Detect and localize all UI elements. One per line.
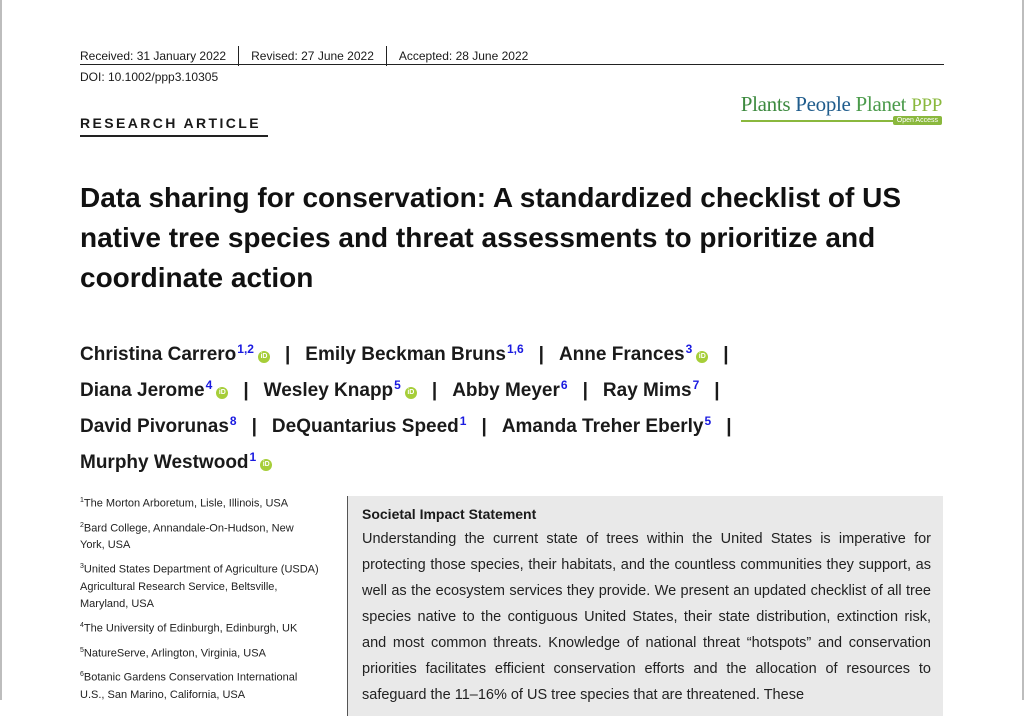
author-affiliation-ref[interactable]: 4 <box>205 378 213 392</box>
author-affiliation-ref[interactable]: 1,6 <box>506 342 524 356</box>
article-dates <box>80 46 528 66</box>
accepted-date: Accepted: 28 June 2022 <box>398 49 529 63</box>
date-divider <box>386 46 387 66</box>
author-name-text: Amanda Treher Eberly <box>501 416 704 437</box>
logo-word-plants: Plants <box>740 92 791 116</box>
author-separator: | <box>538 344 544 365</box>
author-name[interactable] <box>272 416 467 437</box>
author-name[interactable] <box>80 380 228 401</box>
affiliation-item <box>80 666 320 704</box>
author-list <box>80 334 960 478</box>
affiliation-text: The University of Edinburgh, Edinburgh, UK <box>83 622 298 635</box>
author-name[interactable] <box>559 344 708 365</box>
logo-mark: PPP <box>911 95 942 116</box>
open-access-badge: Open Access <box>893 116 942 125</box>
author-affiliation-ref[interactable]: 1 <box>459 414 467 428</box>
article-title: Data sharing for conservation: A standardized checklist of US native tree species and threat assessments to prioritize and coordinate action <box>80 182 901 293</box>
date-divider <box>238 46 239 66</box>
affiliation-text: NatureServe, Arlington, Virginia, USA <box>83 647 266 660</box>
author-affiliation-ref[interactable]: 7 <box>692 378 700 392</box>
author-affiliation-ref[interactable]: 8 <box>229 414 237 428</box>
affiliation-text: The Morton Arboretum, Lisle, Illinois, USA <box>83 497 289 510</box>
author-name-text: Anne Frances <box>558 344 685 365</box>
author-name-text: Ray Mims <box>602 380 692 401</box>
author-name[interactable] <box>502 416 711 437</box>
header-rule <box>80 64 944 65</box>
orcid-icon[interactable]: iD <box>696 351 708 363</box>
author-name-text: Wesley Knapp <box>263 380 394 401</box>
author-separator: | <box>284 344 291 365</box>
author-name[interactable] <box>264 380 417 401</box>
author-separator: | <box>582 380 588 401</box>
author-affiliation-ref[interactable]: 5 <box>394 378 401 392</box>
author-affiliation-ref[interactable]: 6 <box>560 378 568 392</box>
author-name[interactable] <box>603 380 699 401</box>
article-type: RESEARCH ARTICLE <box>80 115 261 131</box>
logo-underline <box>741 118 942 124</box>
doi[interactable]: DOI: 10.1002/ppp3.10305 <box>80 70 219 84</box>
author-separator: | <box>431 380 438 401</box>
author-affiliation-ref[interactable]: 3 <box>685 342 693 356</box>
author-affiliation-ref[interactable]: 1 <box>249 450 257 464</box>
affiliation-item <box>80 492 320 513</box>
author-name-text: Murphy Westwood <box>80 452 249 473</box>
author-name-text: Christina Carrero <box>80 344 237 365</box>
affiliation-item <box>80 558 320 613</box>
author-separator: | <box>723 344 729 365</box>
author-name-text: Emily Beckman Bruns <box>305 344 506 365</box>
author-name[interactable] <box>452 380 567 401</box>
revised-date: Revised: 27 June 2022 <box>251 49 374 63</box>
author-name[interactable] <box>80 416 237 437</box>
author-separator: | <box>714 380 720 401</box>
affiliation-item <box>80 642 320 663</box>
received-date: Received: 31 January 2022 <box>80 49 227 63</box>
affiliation-item <box>80 517 320 555</box>
author-affiliation-ref[interactable]: 5 <box>704 414 712 428</box>
societal-impact-box <box>347 496 943 716</box>
logo-word-planet: Planet <box>855 92 907 116</box>
article-type-underline <box>80 135 268 137</box>
journal-logo-text <box>741 92 942 117</box>
affiliation-number: 4 <box>80 621 84 629</box>
affiliation-number: 2 <box>80 521 84 529</box>
affiliation-text: Botanic Gardens Conservation International U.S., San Marino, California, USA <box>80 671 298 701</box>
impact-body: Understanding the current state of trees within the United States is imperative for protecting those species, their habitats, and the countless communities they support, as well as the ecosystem services they provide. We present an updated checklist of all tree species native to the contiguous United States, their state distribution, extinction risk, and most common threats. Knowledge of national threat “hotspots” and conservation priorities facilitates efficient conservation efforts and the allocation of resources to safeguard the 11–16% of US tree species that are threatened. These <box>362 531 931 703</box>
logo-word-people: People <box>795 92 851 116</box>
affiliation-text: Bard College, Annandale-On-Hudson, New York, USA <box>80 522 294 552</box>
author-name[interactable] <box>80 452 272 473</box>
author-separator: | <box>243 380 249 401</box>
affiliation-number: 1 <box>80 497 84 504</box>
affiliation-list <box>80 492 320 708</box>
page-left-edge <box>0 0 2 700</box>
author-separator: | <box>726 416 732 437</box>
affiliation-number: 5 <box>80 646 84 654</box>
orcid-icon[interactable]: iD <box>260 459 272 471</box>
affiliation-number: 3 <box>80 563 84 571</box>
impact-heading: Societal Impact Statement <box>362 506 537 522</box>
affiliation-item <box>80 617 320 638</box>
author-name-text: DeQuantarius Speed <box>271 416 459 437</box>
author-name[interactable] <box>305 344 523 365</box>
affiliation-text: United States Department of Agriculture (USDA) Agricultural Research Service, Beltsville, Maryland, USA <box>80 563 319 610</box>
author-name-text: Diana Jerome <box>80 380 205 401</box>
author-name-text: David Pivorunas <box>80 416 229 437</box>
affiliation-number: 6 <box>80 671 84 679</box>
author-name[interactable] <box>80 344 270 365</box>
orcid-icon[interactable]: iD <box>216 387 228 399</box>
author-name-text: Abby Meyer <box>452 380 560 401</box>
author-affiliation-ref[interactable]: 1,2 <box>237 342 254 356</box>
orcid-icon[interactable]: iD <box>258 351 270 363</box>
orcid-icon[interactable]: iD <box>405 387 417 399</box>
author-separator: | <box>251 416 257 437</box>
author-separator: | <box>481 416 487 437</box>
journal-logo[interactable] <box>741 92 942 124</box>
